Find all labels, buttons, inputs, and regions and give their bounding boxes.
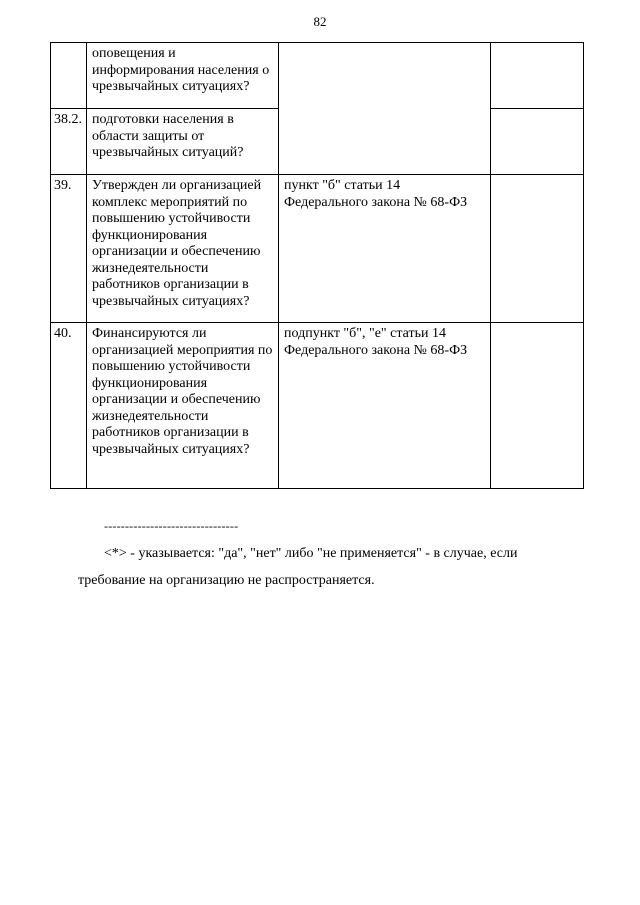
checklist-table (50, 42, 584, 489)
table-row (51, 43, 584, 109)
row-number (51, 43, 87, 109)
row-question: Финансируются ли организацией мероприятия по повышению устойчивости функционирования организации и обеспечению жизнедеятельности работников организации в чрезвычайных ситуациях? (87, 323, 279, 489)
row-answer (491, 109, 584, 175)
row-legal-reference (279, 43, 491, 175)
table-row (51, 175, 584, 323)
footnote-separator: -------------------------------- (104, 519, 239, 533)
row-legal-reference: пункт "б" статьи 14 Федерального закона № 68-ФЗ (279, 175, 491, 323)
row-legal-reference: подпункт "б", "е" статьи 14 Федерального закона № 68-ФЗ (279, 323, 491, 489)
page-number: 82 (313, 14, 327, 29)
row-number: 39. (51, 175, 87, 323)
row-answer (491, 323, 584, 489)
row-number: 38.2. (51, 109, 87, 175)
row-answer (491, 43, 584, 109)
row-answer (491, 175, 584, 323)
row-question: Утвержден ли организацией комплекс мероприятий по повышению устойчивости функционирования организации и обеспечению жизнедеятельности работников организации в чрезвычайных ситуациях? (87, 175, 279, 323)
row-question: оповещения и информирования населения о чрезвычайных ситуациях? (87, 43, 279, 109)
footnote-text: <*> - указывается: "да", "нет" либо "не применяется" - в случае, если требование на организацию не распространяется. (78, 546, 518, 588)
row-number: 40. (51, 323, 87, 489)
table-row (51, 323, 584, 489)
row-question: подготовки населения в области защиты от чрезвычайных ситуаций? (87, 109, 279, 175)
